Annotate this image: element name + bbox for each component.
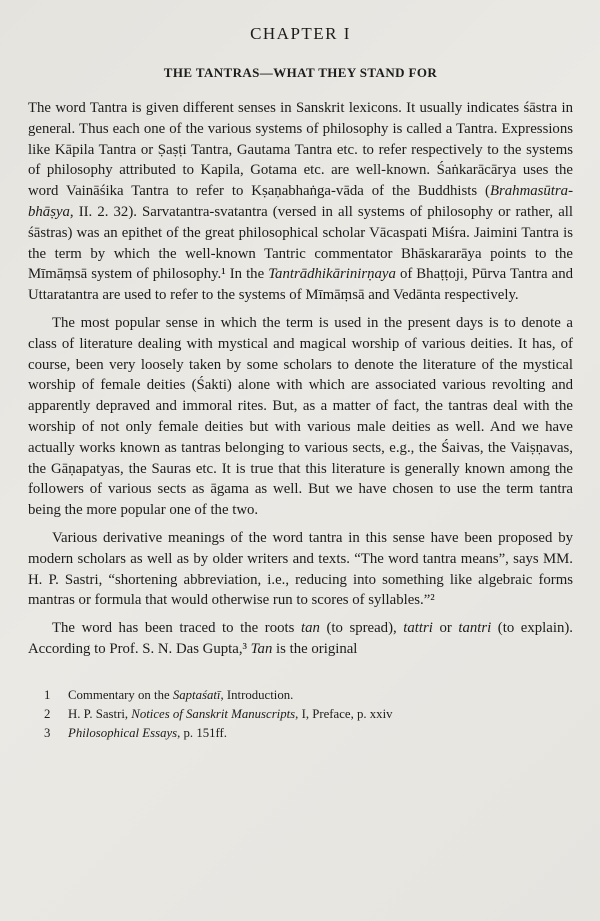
footnote (44, 724, 573, 743)
italic-text: Philosophical Essays (68, 725, 178, 740)
italic-text: Tantrādhikārinirṇaya (268, 266, 396, 283)
italic-text: Notices of Sanskrit Manuscripts (131, 706, 296, 721)
paragraph (28, 98, 573, 306)
italic-text: Brahmasūtra-bhāṣya (28, 183, 573, 220)
text-run: H. P. Sastri, (68, 706, 132, 721)
text-run: , II. 2. 32). Sarvatantra-svatantra (versed in all systems of philosophy or rather, all śāstras) was an epithet of the great philosophical scholar Vācaspati Miśra. Jaimini Tantra is the term by which the well-known Tantric commentator Bhāskararāya points to the Mīmāṃsā system of philosophy.¹ In the (28, 203, 573, 283)
footnote-number: 2 (44, 706, 51, 721)
body-paragraphs (28, 98, 573, 660)
italic-text: tantri (458, 620, 492, 637)
text-run: The word has been traced to the roots (52, 620, 301, 637)
italic-text: tattri (403, 620, 433, 637)
text-run: (to spread), (319, 620, 404, 637)
italic-text: Tan (250, 640, 273, 657)
section-heading: THE TANTRAS—WHAT THEY STAND FOR (163, 65, 438, 80)
footnote-number: 1 (44, 687, 51, 702)
text-run: of Bhaṭṭoji, Pūrva Tantra and Uttaratantra are used to refer to the systems of Mīmāṃsā and Vedānta respectively. (28, 266, 573, 304)
text-run: , I, Preface, p. xxiv (295, 706, 393, 721)
chapter-title: CHAPTER I (250, 24, 351, 43)
italic-text: tan (300, 620, 320, 637)
footnote-number: 3 (44, 725, 51, 740)
footnote-text (68, 686, 573, 705)
text-run: The word Tantra is given different senses in Sanskrit lexicons. It usually indicates śāstra in general. Thus each one of the various systems of philosophy is called a Tantra. Expressions like Kāpila Tantra or Ṣaṣṭi Tantra, Gautama Tantra etc. to refer respectively to the systems of philosophy attributed to Kapila, Gotama etc. are well-known. Śaṅkarācārya uses the word Vaināśika Tantra to refer to Kṣaṇabhaṅga-vāda of the Buddhists ( (28, 100, 573, 200)
text-run: (to explain). According to Prof. S. N. Das Gupta,³ (28, 620, 573, 657)
paragraph (28, 528, 573, 611)
text-run: , Introduction. (220, 687, 294, 702)
footnote-text (68, 724, 573, 743)
footnote (44, 686, 573, 705)
text-run: The most popular sense in which the term is used in the present days is to denote a class of literature dealing with mystical and magical worship of various deities. It has, of course, been very loosely taken by some scholars to denote the literature of the mystical worship of female deities (Śakti) alone with which are associated various revolting and apparently depraved and immoral rites. But, as a matter of fact, the tantras deal with the worship of not only female deities but with various male deities as well. And we have actually works known as tantras belonging to various sects, e.g., the Śaivas, the Vaiṣṇavas, the Gāṇapatyas, the Sauras etc. It is true that this literature is generally known among the followers of various sects as āgama as well. But we have chosen to use the term tantra being the more popular one of the two. (28, 314, 573, 519)
footnote-text (68, 705, 573, 724)
text-run: , p. 151ff. (177, 725, 228, 740)
text-run: is the original (272, 640, 358, 657)
text-run: Various derivative meanings of the word tantra in this sense have been proposed by modern scholars as well as by older writers and texts. “The word tantra means”, says MM. H. P. Sastri, “shortening abbreviation, i.e., reducing into something like algebraic forms mantras or formula that would otherwise run to scores of syllables.”² (28, 529, 573, 609)
paragraph (28, 618, 573, 660)
text-run: or (432, 620, 459, 637)
footnote (44, 705, 573, 724)
italic-text: Saptaśatī (172, 687, 221, 702)
footnotes (28, 686, 573, 743)
text-run: Commentary on the (68, 687, 173, 702)
paragraph (28, 313, 573, 521)
